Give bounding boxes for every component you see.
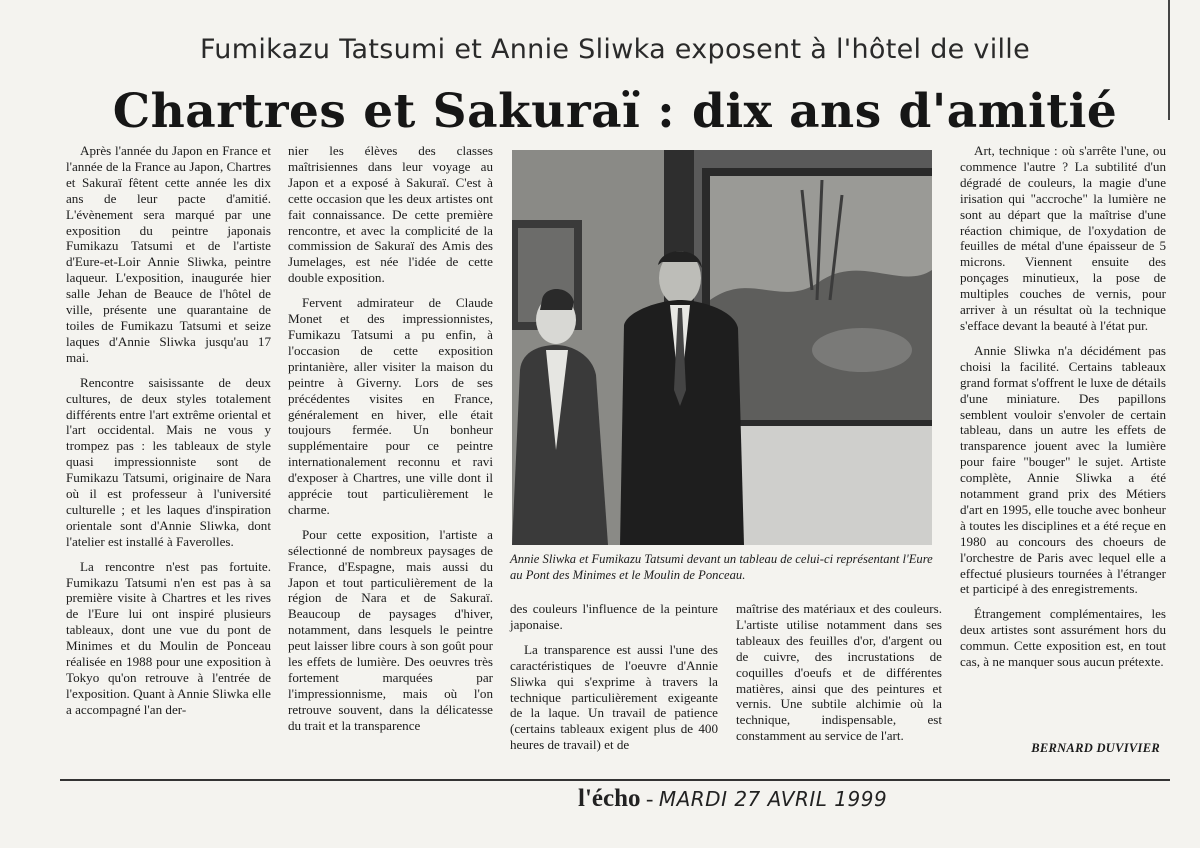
article-photo xyxy=(512,150,932,545)
paragraph: Art, technique : où s'arrête l'une, ou commence l'autre ? La subtilité d'un dégradé de couleurs, la magie d'une irisation qui "accroche" la lumière ne sont au départ que la maîtrise d'une réaction chimique, de l'oxydation de feuilles de métal d'une épaisseur de 5 microns. Viennent ensuite des ponçages minutieux, la pose de multiples couches de vernis, pour arriver à un résultat où la technique s'efface devant la beauté à l'état pur. xyxy=(960,143,1166,333)
paragraph: Rencontre saisissante de deux cultures, de deux styles totalement différents entre l'art extrême oriental et l'art occidental. Mais ne vous y trompez pas : les tableaux de style quasi impressionniste sont de Fumikazu Tatsumi, originaire de Nara où il est professeur à l'université culturelle ; et les laques d'inspiration orientale sont d'Annie Sliwka, dont l'atelier est installé à Faverolles. xyxy=(66,374,271,549)
newspaper-footer xyxy=(578,785,887,813)
paragraph: Annie Sliwka n'a décidément pas choisi la facilité. Certains tableaux grand format s'offrent le luxe de détails d'une miniature. Des papillons semblent vouloir s'envoler de certain tableau, dans un autre les effets de transparence jouent avec la lumière pour faire "bouger" le sujet. Artiste complète, Annie Sliwka a été notamment grand prix des Métiers d'art en 1995, elle touche avec bonheur à toutes les disciplines et a été reçue en 1980 au concours des choeurs de l'orchestre de Paris avec lequel elle a effectué plusieurs tournées à l'étranger et participé à des enregistrements. xyxy=(960,342,1166,597)
article-column-2 xyxy=(288,143,493,743)
paragraph: Après l'année du Japon en France et l'année de la France au Japon, Chartres et Sakuraï fêtent cette année les dix ans de leur pacte d'amitié. L'évènement sera marqué par une exposition du peintre japonais Fumikazu Tatsumi et de l'artiste d'Eure-et-Loir Annie Sliwka, peintre laqueur. L'exposition, inaugurée hier salle Jehan de Beauce de l'hôtel de ville, présente une quarantaine de toiles de Fumikazu Tatsumi et seize laques d'Annie Sliwka jusqu'au 17 mai. xyxy=(66,143,271,365)
paragraph: La rencontre n'est pas fortuite. Fumikazu Tatsumi n'en est pas à sa première visite à Chartres et les rives de l'Eure lui ont inspiré plusieurs tableaux, dont une vue du pont de Minimes et du Moulin de Ponceau réalisée en 1988 pour une exposition à Tokyo qu'on retrouve à l'entrée de l'exposition. Quant à Annie Sliwka elle a accompagné l'an der- xyxy=(66,558,271,717)
author-byline: BERNARD DUVIVIER xyxy=(1031,741,1160,755)
article-column-3 xyxy=(510,601,718,762)
paragraph: nier les élèves des classes maîtrisiennes dans leur voyage au Japon et a exposé à Sakuraï. C'est à cette occasion que les deux artistes ont fait connaissance. De cette première rencontre, et avec la complicité de la commission de Sakuraï des Amis des Jumelages, est née l'idée de cette double exposition. xyxy=(288,143,493,286)
photo-caption: Annie Sliwka et Fumikazu Tatsumi devant un tableau de celui-ci représentant l'Eure au Pont des Minimes et le Moulin de Ponceau. xyxy=(510,552,933,582)
article-column-1 xyxy=(66,143,271,727)
article-kicker: Fumikazu Tatsumi et Annie Sliwka exposent à l'hôtel de ville xyxy=(199,34,1031,65)
paragraph: Pour cette exposition, l'artiste a sélectionné de nombreux paysages de France, d'Espagne, mais aussi du Japon et tout particulièrement de la région de Nara et de Sakuraï. Beaucoup de paysages d'hiver, notamment, dans lesquels le peintre peut laisser libre cours à son goût pour les effets de lumière. Des oeuvres très fortement marquées par l'impressionnisme, mais où l'on retrouve souvent, dans la délicatesse du trait et la transparence xyxy=(288,526,493,733)
publication-date: MARDI 27 AVRIL 1999 xyxy=(658,787,888,811)
article-column-4 xyxy=(736,601,942,753)
footer-rule xyxy=(60,779,1170,781)
paragraph: des couleurs l'influence de la peinture japonaise. xyxy=(510,601,718,632)
footer-separator: - xyxy=(646,786,654,811)
article-headline: Chartres et Sakuraï : dix ans d'amitié xyxy=(112,84,1118,139)
newspaper-name: l'écho xyxy=(578,785,641,812)
paragraph: Étrangement complémentaires, les deux artistes sont assurément hors du commun. Cette exposition est, en tout cas, à ne manquer sous aucun prétexte. xyxy=(960,606,1166,670)
paragraph: La transparence est aussi l'une des caractéristiques de l'oeuvre d'Annie Sliwka qui s'exprime à travers la technique particulièrement exigeante de la laque. Un travail de patience (certains tableaux exigent plus de 400 heures de travail) et de xyxy=(510,641,718,753)
article-column-5 xyxy=(960,143,1166,679)
paragraph: maîtrise des matériaux et des couleurs. L'artiste utilise notamment dans ses tableaux des feuilles d'or, d'argent ou de cuivre, des incrustations de coquilles d'oeufs et de différentes matières, ainsi que des peintures et vernis. Une subtile alchimie où la technique, indispensable, est constamment au service de l'art. xyxy=(736,601,942,744)
paragraph: Fervent admirateur de Claude Monet et des impressionnistes, Fumikazu Tatsumi a pu enfin, à l'occasion de cette exposition printanière, aller visiter la maison du peintre à Giverny. Lors de ses précédentes visites en France, généralement en hiver, elle était toujours fermée. Un bonheur supplémentaire pour ce peintre internationalement reconnu et ravi d'exposer à Chartres, une ville dont il apprécie tout particulièrement le charme. xyxy=(288,295,493,517)
photo-illustration xyxy=(512,150,932,545)
